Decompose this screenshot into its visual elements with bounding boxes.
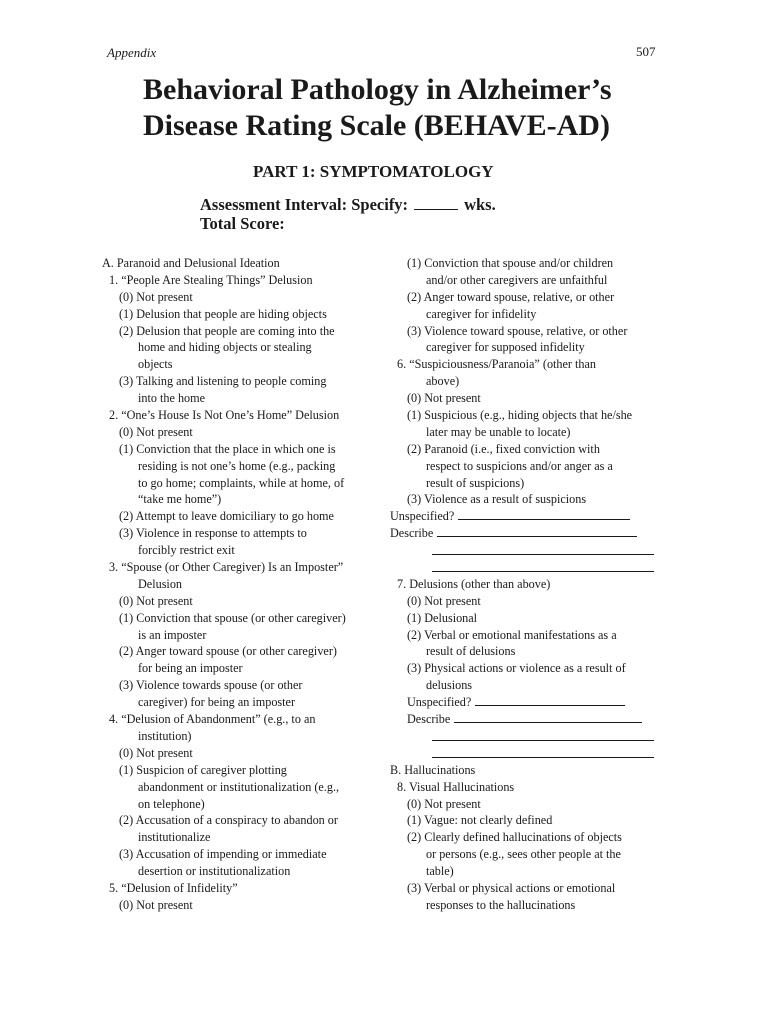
line-text: (2) Anger toward spouse, relative, or other bbox=[407, 289, 615, 304]
left_column-line bbox=[102, 610, 387, 627]
left_column-line bbox=[102, 812, 387, 829]
right_column-line bbox=[390, 796, 690, 813]
line-text: (1) Conviction that the place in which one is bbox=[119, 441, 336, 456]
line-text: Describe bbox=[407, 712, 451, 727]
right_column-line bbox=[390, 779, 690, 796]
left_column-line bbox=[102, 711, 387, 728]
line-text: (0) Not present bbox=[407, 796, 481, 811]
right_column-line bbox=[390, 728, 690, 745]
line-text: and/or other caregivers are unfaithful bbox=[426, 272, 608, 287]
line-text: “take me home”) bbox=[138, 492, 222, 507]
line-text: is an imposter bbox=[138, 627, 207, 642]
left_column-line bbox=[102, 475, 387, 492]
assessment-label: Assessment Interval: Specify: bbox=[200, 195, 409, 214]
left_column-line bbox=[102, 762, 387, 779]
line-text: 7. Delusions (other than above) bbox=[397, 576, 551, 591]
line-text: (2) Attempt to leave domiciliary to go home bbox=[119, 509, 334, 524]
right_column-line bbox=[390, 762, 690, 779]
left_column-line bbox=[102, 677, 387, 694]
line-text: (2) Accusation of a conspiracy to abandon or bbox=[119, 813, 338, 828]
line-text: objects bbox=[138, 357, 173, 372]
line-text: (0) Not present bbox=[119, 897, 193, 912]
line-text: abandonment or institutionalization (e.g., bbox=[138, 779, 340, 794]
line-text: desertion or institutionalization bbox=[138, 864, 291, 879]
line-text: (1) Delusion that people are hiding objects bbox=[119, 306, 327, 321]
left_column-line bbox=[102, 728, 387, 745]
line-text: table) bbox=[426, 864, 454, 879]
line-text: result of delusions bbox=[426, 644, 516, 659]
line-text: (1) Suspicious (e.g., hiding objects that he/she bbox=[407, 408, 633, 423]
left_column-line bbox=[102, 508, 387, 525]
left_column-line bbox=[102, 424, 387, 441]
line-text: caregiver for infidelity bbox=[426, 306, 537, 321]
right_column-line bbox=[390, 475, 690, 492]
left_column-line bbox=[102, 627, 387, 644]
line-text: institutionalize bbox=[138, 830, 211, 845]
line-text: Delusion bbox=[138, 576, 183, 591]
line-text: 2. “One’s House Is Not One’s Home” Delusion bbox=[109, 408, 340, 423]
assessment-unit: wks. bbox=[464, 195, 496, 214]
left_column-line bbox=[102, 407, 387, 424]
right_column-line bbox=[390, 542, 690, 559]
right_column-line bbox=[390, 745, 690, 762]
line-text: (2) Anger toward spouse (or other caregiver) bbox=[119, 644, 337, 659]
line-text: (3) Accusation of impending or immediate bbox=[119, 847, 327, 862]
line-text: later may be unable to locate) bbox=[426, 424, 571, 439]
right_column-line bbox=[390, 812, 690, 829]
fill-in-blank[interactable] bbox=[458, 508, 630, 520]
right_column-line bbox=[390, 593, 690, 610]
line-text: (3) Verbal or physical actions or emotional bbox=[407, 880, 616, 895]
fill-in-blank[interactable] bbox=[437, 525, 637, 537]
line-text: 3. “Spouse (or Other Caregiver) Is an Imposter” bbox=[109, 560, 344, 575]
right_column-line bbox=[390, 289, 690, 306]
line-text: on telephone) bbox=[138, 796, 205, 811]
line-text: result of suspicions) bbox=[426, 475, 525, 490]
line-text: responses to the hallucinations bbox=[426, 897, 576, 912]
right_column-line bbox=[390, 491, 690, 508]
line-text: (0) Not present bbox=[407, 391, 481, 406]
line-text: (0) Not present bbox=[119, 289, 193, 304]
right_column-line bbox=[390, 694, 690, 711]
left_column-line bbox=[102, 255, 387, 272]
line-text: to go home; complaints, while at home, of bbox=[138, 475, 345, 490]
line-text: (0) Not present bbox=[119, 424, 193, 439]
line-text: (1) Delusional bbox=[407, 610, 478, 625]
right_column-line bbox=[390, 711, 690, 728]
line-text: Unspecified? bbox=[407, 695, 472, 710]
line-text: Unspecified? bbox=[390, 509, 455, 524]
line-text: (2) Delusion that people are coming into the bbox=[119, 323, 335, 338]
left_column-line bbox=[102, 441, 387, 458]
right_column-line bbox=[390, 508, 690, 525]
line-text: respect to suspicions and/or anger as a bbox=[426, 458, 613, 473]
line-text: (2) Verbal or emotional manifestations as a bbox=[407, 627, 617, 642]
left_column-line bbox=[102, 846, 387, 863]
right_column-line bbox=[390, 339, 690, 356]
right_column-line bbox=[390, 863, 690, 880]
line-text: caregiver) for being an imposter bbox=[138, 695, 296, 710]
line-text: institution) bbox=[138, 728, 192, 743]
line-text: (1) Vague: not clearly defined bbox=[407, 813, 553, 828]
part-heading: PART 1: SYMPTOMATOLOGY bbox=[253, 162, 494, 181]
title-line-2: Disease Rating Scale (BEHAVE-AD) bbox=[143, 109, 610, 142]
fill-in-blank[interactable] bbox=[454, 711, 642, 723]
line-text: for being an imposter bbox=[138, 661, 243, 676]
left_column-line bbox=[102, 745, 387, 762]
right_column-line bbox=[390, 424, 690, 441]
left_column-line bbox=[102, 863, 387, 880]
line-text: (1) Suspicion of caregiver plotting bbox=[119, 762, 287, 777]
right_column-line bbox=[390, 255, 690, 272]
left_column-line bbox=[102, 559, 387, 576]
line-text: (2) Paranoid (i.e., fixed conviction with bbox=[407, 441, 600, 456]
page-title bbox=[143, 72, 703, 144]
left_column-line bbox=[102, 880, 387, 897]
right_column-line bbox=[390, 306, 690, 323]
left_column-line bbox=[102, 390, 387, 407]
assessment-interval bbox=[200, 195, 496, 214]
right_column-line bbox=[390, 829, 690, 846]
right_column-line bbox=[390, 559, 690, 576]
left_column-line bbox=[102, 458, 387, 475]
right_column-line bbox=[390, 576, 690, 593]
left_column-line bbox=[102, 593, 387, 610]
line-text: 8. Visual Hallucinations bbox=[397, 779, 515, 794]
left_column-line bbox=[102, 323, 387, 340]
line-text: (0) Not present bbox=[407, 593, 481, 608]
line-text: residing is not one’s home (e.g., packing bbox=[138, 458, 336, 473]
right_column-line bbox=[390, 897, 690, 914]
assessment-block bbox=[200, 195, 496, 233]
left_column-line bbox=[102, 525, 387, 542]
right_column-line bbox=[390, 458, 690, 475]
left_column-line bbox=[102, 356, 387, 373]
fill-in-blank[interactable] bbox=[432, 757, 654, 758]
line-text: caregiver for supposed infidelity bbox=[426, 340, 585, 355]
left_column-line bbox=[102, 373, 387, 390]
left_column-line bbox=[102, 897, 387, 914]
left_column-line bbox=[102, 306, 387, 323]
left-column bbox=[102, 255, 387, 914]
left_column-line bbox=[102, 576, 387, 593]
right_column-line bbox=[390, 880, 690, 897]
left_column-line bbox=[102, 272, 387, 289]
right_column-line bbox=[390, 677, 690, 694]
left_column-line bbox=[102, 829, 387, 846]
page-number: 507 bbox=[636, 44, 656, 59]
right_column-line bbox=[390, 846, 690, 863]
line-text: forcibly restrict exit bbox=[138, 543, 235, 558]
line-text: 6. “Suspiciousness/Paranoia” (other than bbox=[397, 357, 597, 372]
line-text: or persons (e.g., sees other people at the bbox=[426, 847, 621, 862]
fill-in-blank[interactable] bbox=[432, 571, 654, 572]
left_column-line bbox=[102, 796, 387, 813]
line-text: (3) Violence as a result of suspicions bbox=[407, 492, 587, 507]
right_column-line bbox=[390, 407, 690, 424]
left_column-line bbox=[102, 491, 387, 508]
line-text: (0) Not present bbox=[119, 745, 193, 760]
line-text: (3) Physical actions or violence as a result of bbox=[407, 661, 626, 676]
right_column-line bbox=[390, 390, 690, 407]
line-text: (1) Conviction that spouse (or other caregiver) bbox=[119, 610, 346, 625]
left_column-line bbox=[102, 289, 387, 306]
line-text: (3) Violence toward spouse, relative, or other bbox=[407, 323, 628, 338]
right_column-line bbox=[390, 441, 690, 458]
right_column-line bbox=[390, 525, 690, 542]
line-text: Describe bbox=[390, 526, 434, 541]
right_column-line bbox=[390, 272, 690, 289]
left_column-line bbox=[102, 643, 387, 660]
right_column-line bbox=[390, 610, 690, 627]
fill-in-blank[interactable] bbox=[432, 554, 654, 555]
right_column-line bbox=[390, 660, 690, 677]
left_column-line bbox=[102, 779, 387, 796]
line-text: (2) Clearly defined hallucinations of objects bbox=[407, 830, 622, 845]
line-text: B. Hallucinations bbox=[390, 762, 476, 777]
line-text: 1. “People Are Stealing Things” Delusion bbox=[109, 272, 313, 287]
title-line-1: Behavioral Pathology in Alzheimer’s bbox=[143, 73, 612, 106]
assessment-blank[interactable] bbox=[414, 197, 458, 210]
right-column bbox=[390, 255, 690, 914]
line-text: (3) Violence towards spouse (or other bbox=[119, 678, 303, 693]
fill-in-blank[interactable] bbox=[475, 694, 625, 706]
right_column-line bbox=[390, 356, 690, 373]
line-text: delusions bbox=[426, 678, 473, 693]
line-text: (3) Violence in response to attempts to bbox=[119, 526, 307, 541]
line-text: A. Paranoid and Delusional Ideation bbox=[102, 256, 280, 270]
line-text: 4. “Delusion of Abandonment” (e.g., to an bbox=[109, 712, 316, 727]
left_column-line bbox=[102, 694, 387, 711]
left_column-line bbox=[102, 339, 387, 356]
line-text: home and hiding objects or stealing bbox=[138, 340, 312, 355]
line-text: (3) Talking and listening to people coming bbox=[119, 374, 327, 389]
running-header: Appendix bbox=[107, 45, 157, 60]
line-text: into the home bbox=[138, 391, 206, 406]
right_column-line bbox=[390, 373, 690, 390]
right_column-line bbox=[390, 627, 690, 644]
fill-in-blank[interactable] bbox=[432, 740, 654, 741]
line-text: above) bbox=[426, 374, 460, 389]
right_column-line bbox=[390, 643, 690, 660]
line-text: 5. “Delusion of Infidelity” bbox=[109, 880, 238, 895]
line-text: (0) Not present bbox=[119, 593, 193, 608]
left_column-line bbox=[102, 660, 387, 677]
right_column-line bbox=[390, 323, 690, 340]
left_column-line bbox=[102, 542, 387, 559]
total-score: Total Score: bbox=[200, 214, 285, 233]
line-text: (1) Conviction that spouse and/or children bbox=[407, 256, 614, 270]
